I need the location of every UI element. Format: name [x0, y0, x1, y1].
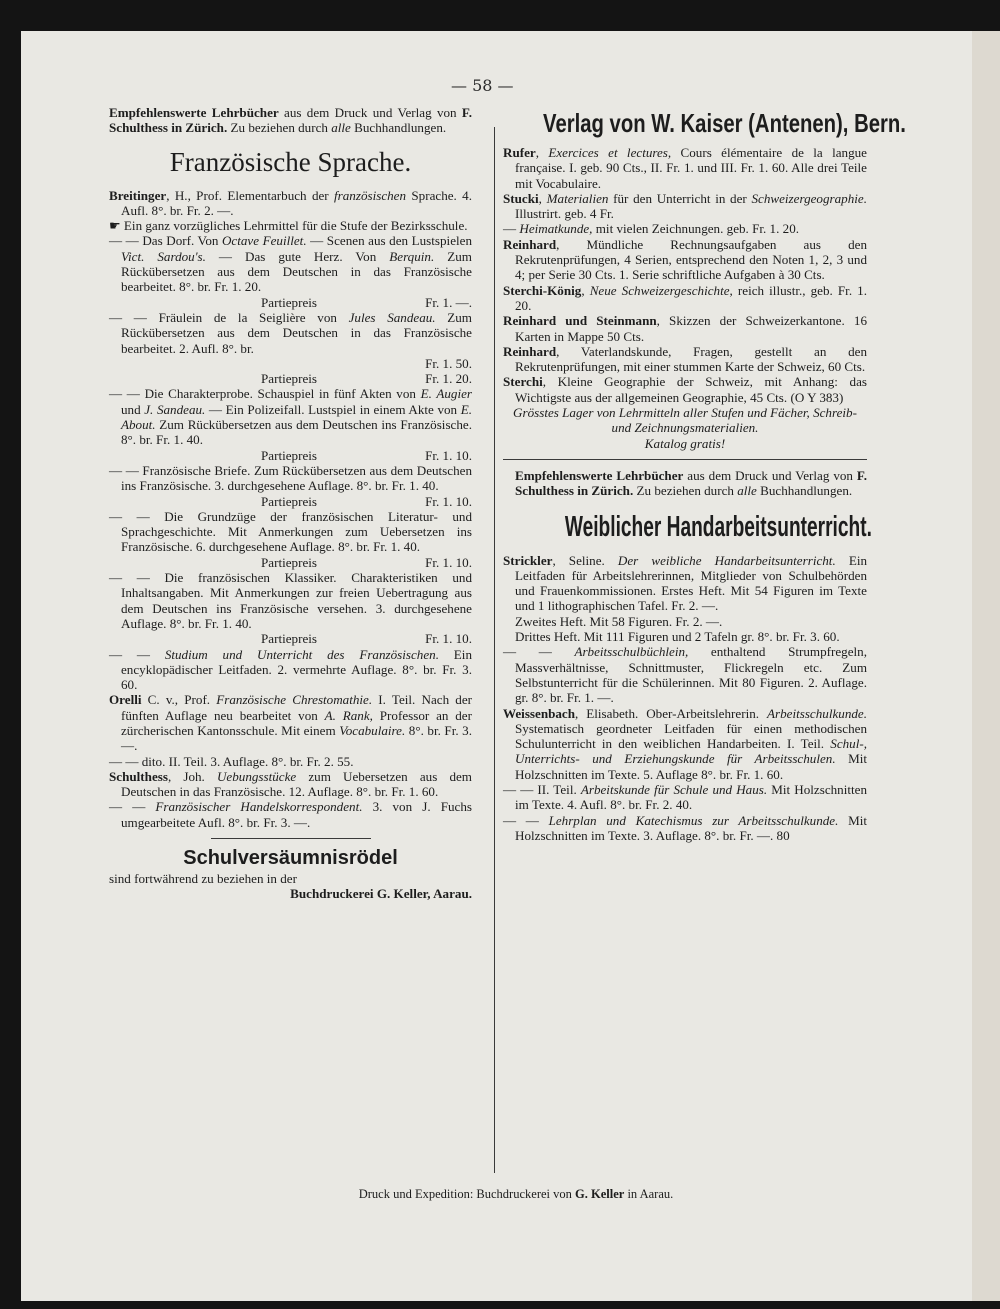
entry-weissenbach: Weissenbach, Elisabeth. Ober-Arbeitslehrerin. Arbeitsschulkunde. Systematisch geordneter Leitfaden für einen methodischen Schulunterricht in den weiblichen Handarbeiten. I. Teil. Schul-, Unterrichts- und Erziehungskunde für Arbeitsschulen. Mit Holzschnitten im Texte. 5. Auflage 8°. br. Fr. 1. 60. — [503, 705, 867, 782]
entry-heimatkunde: — Heimatkunde, mit vielen Zeichnungen. geb. Fr. 1. 20. — [503, 221, 800, 237]
pointing-hand-icon: ☛ — [109, 218, 121, 234]
newspaper-page — [21, 31, 972, 1301]
schul-printer: Buchdruckerei G. Keller, Aarau. — [290, 886, 472, 902]
section-heading-french: Französische Sprache. — [169, 146, 412, 177]
left-intro: Empfehlenswerte Lehrbücher aus dem Druck und Verlag von F. Schulthess in Zürich. Zu beziehen durch alle Buchhandlungen. — [109, 105, 472, 136]
entry-klassiker: — — Die französischen Klassiker. Charakteristiken und Inhaltsangaben. Mit Anmerkungen zur freien Uebertragung aus dem Deutschen ins Französische versehen. 3. durchgesehene Auflage. 8°. br. Fr. 1. 40. — [109, 570, 472, 631]
entry-ii-teil: — — II. Teil. Arbeitskunde für Schule und Haus. Mit Holzschnitten im Texte. 4. Aufl. 8°. br. Fr. 2. 40. — [503, 781, 868, 813]
entry-grundzuege: — — Die Grundzüge der französischen Literatur- und Sprachgeschichte. Mit Anmerkungen zum Uebersetzen ins Französische. 6. durchgesehene Auflage. 8°. br. Fr. 1. 40. — [109, 508, 472, 555]
partiepreis-row: Partiepreis Fr. 1. 10. — [261, 447, 472, 463]
entry-dito: — — dito. II. Teil. 3. Auflage. 8°. br. Fr. 2. 55. — [109, 753, 354, 769]
section-heading-kaiser: Verlag von W. Kaiser (Antenen), Bern. — [543, 108, 906, 138]
entry-arbeitsschulbuechlein: — — Arbeitsschulbüchlein, enthaltend Strumpfregeln, Massverhältnisse, Schnittmuster, Flickregeln etc. Zum Selbstunterricht für die Schülerinnen. Mit 80 Figuren. 2. Auflage. gr. 8°. br. Fr. 1. —. — [503, 644, 867, 706]
short-rule — [211, 838, 371, 839]
entry-drittes-heft: Drittes Heft. Mit 111 Figuren und 2 Tafeln gr. 8°. br. Fr. 3. 60. — [515, 629, 840, 645]
entry-reinhard-rechnung: Reinhard, Mündliche Rechnungsaufgaben aus den Rekrutenprüfungen, 4 Serien, entsprechend den Noten 1, 2, 3 und 4; per Serie 30 Cts. 1. Serie schriftliche Aufgaben à 30 Cts. — [503, 236, 867, 283]
adjacent-page-edge — [972, 31, 1000, 1301]
entry-charakterprobe: — — Die Charakterprobe. Schauspiel in fünf Akten von E. Augier und J. Sandeau. — Ein Polizeifall. Lustspiel in einem Akte von E. About. Zum Rückübersetzen aus dem Deutschen ins Französische. 8°. br. Fr. 1. 40. — [109, 386, 473, 448]
partiepreis-row: Partiepreis Fr. 1. 10. — [261, 493, 472, 509]
entry-reinhard-vaterland: Reinhard, Vaterlandskunde, Fragen, gestellt an den Rekrutenprüfungen, mit einer stummen Karte der Schweiz, 60 Cts. — [503, 343, 867, 375]
entry-sterchi: Sterchi, Kleine Geographie der Schweiz, mit Anhang: das Wichtigste aus der allgemeinen Geographie, 45 Cts. (O Y 383) — [503, 374, 867, 405]
entry-stucki: Stucki, Materialien für den Unterricht in der Schweizergeographie. Illustrirt. geb. 4 Fr. — [503, 190, 867, 222]
entry-handelskorrespondent: — — Französischer Handelskorrespondent. 3. von J. Fuchs umgearbeitete Aufl. 8°. br. Fr. 3. —. — [109, 799, 472, 830]
katalog-note: Katalog gratis! — [644, 435, 726, 451]
partiepreis-row: Partiepreis Fr. 1. 10. — [261, 631, 472, 647]
order-code: (O Y 383) — [790, 389, 844, 405]
entry-briefe: — — Französische Briefe. Zum Rückübersetzen aus dem Deutschen ins Französische. 3. durchgesehene Auflage. 8°. br. Fr. 1. 40. — [109, 462, 472, 494]
entry-reinhard-steinmann: Reinhard und Steinmann, Skizzen der Schweizerkantone. 16 Karten in Mappe 50 Cts. — [503, 313, 867, 344]
schulversaeumnis-heading: Schulversäumnisrödel — [183, 847, 398, 870]
right-intro: Empfehlenswerte Lehrbücher aus dem Druck und Verlag von F. Schulthess in Zürich. Zu beziehen durch alle Buchhandlungen. — [515, 467, 867, 499]
price: Fr. 1. 50. — [425, 355, 472, 371]
partiepreis-row: Partiepreis Fr. 1. 10. — [261, 554, 472, 570]
entry-studium: — — Studium und Unterricht des Französischen. Ein encyklopädischer Leitfaden. 2. vermehrte Auflage. 8°. br. Fr. 3. 60. — [109, 646, 472, 693]
entry-seigliere: — — Fräulein de la Seiglière von Jules Sandeau. Zum Rückübersetzen aus dem Deutschen in das Französische bearbeitet. 2. Aufl. 8°. br. — [109, 309, 472, 356]
imprint-footer: Druck und Expedition: Buchdruckerei von G. Keller in Aarau. — [358, 1187, 674, 1201]
partiepreis-row: Partiepreis Fr. 1. 20. — [261, 371, 472, 387]
section-heading-handarbeit: Weiblicher Handarbeitsunterricht. — [564, 510, 872, 543]
entry-orelli: Orelli C. v., Prof. Französische Chrestomathie. I. Teil. Nach der fünften Auflage neu bearbeitet von A. Rank, Professor an der zürcherischen Kantonsschule. Mit einem Vocabulaire. 8°. br. Fr. 3. —. — [109, 692, 472, 754]
lager-note: Grösstes Lager von Lehrmitteln aller Stufen und Fächer, Schreib- und Zeichnungsmaterialien. — [513, 405, 857, 436]
entry-note: ☛ Ein ganz vorzügliches Lehrmittel für die Stufe der Bezirksschule. — [109, 218, 468, 234]
entry-breitinger: Breitinger, H., Prof. Elementarbuch der französischen Sprache. 4. Aufl. 8°. br. Fr. 2. —. — [109, 187, 472, 218]
right-column — [503, 105, 906, 843]
partiepreis-row: Partiepreis Fr. 1. —. — [261, 294, 472, 310]
page-number: — 58 — — [451, 76, 514, 95]
horizontal-rule — [503, 459, 867, 460]
column-divider — [494, 127, 495, 1173]
entry-sterchi-koenig: Sterchi-König, Neue Schweizergeschichte, reich illustr., geb. Fr. 1. 20. — [503, 282, 867, 313]
left-column — [109, 105, 472, 902]
entry-lehrplan: — — Lehrplan und Katechismus zur Arbeitsschulkunde. Mit Holzschnitten im Texte. 3. Auflage. 8°. br. Fr. —. 80 — [503, 812, 867, 843]
entry-rufer: Rufer, Exercices et lectures, Cours élémentaire de la langue française. I. geb. 90 Cts., II. Fr. 1. und III. Fr. 1. 60. Alle drei Teile mit Vocabulaire. — [503, 145, 867, 191]
entry-dorf: — — Das Dorf. Von Octave Feuillet. — Scenen aus den Lustspielen Vict. Sardou's. — Das gute Herz. Von Berquin. Zum Rückübersetzen aus dem Deutschen in das Französische bearbeitet. 8°. br. Fr. 1. 20. — [109, 233, 473, 295]
schul-text: sind fortwährend zu beziehen in der — [109, 871, 297, 887]
entry-zweites-heft: Zweites Heft. Mit 58 Figuren. Fr. 2. —. — [515, 613, 723, 629]
entry-strickler: Strickler, Seline. Der weibliche Handarbeitsunterricht. Ein Leitfaden für Arbeitslehrerinnen, Mitglieder von Schulbehörden und Frauenkommissionen. Erstes Heft. Mit 54 Figuren im Texte und 1 lithographischen Tafel. Fr. 2. —. — [503, 552, 868, 614]
entry-schulthess: Schulthess, Joh. Uebungsstücke zum Uebersetzen aus dem Deutschen in das Französische. 12. Auflage. 8°. br. Fr. 1. 60. — [109, 768, 472, 800]
